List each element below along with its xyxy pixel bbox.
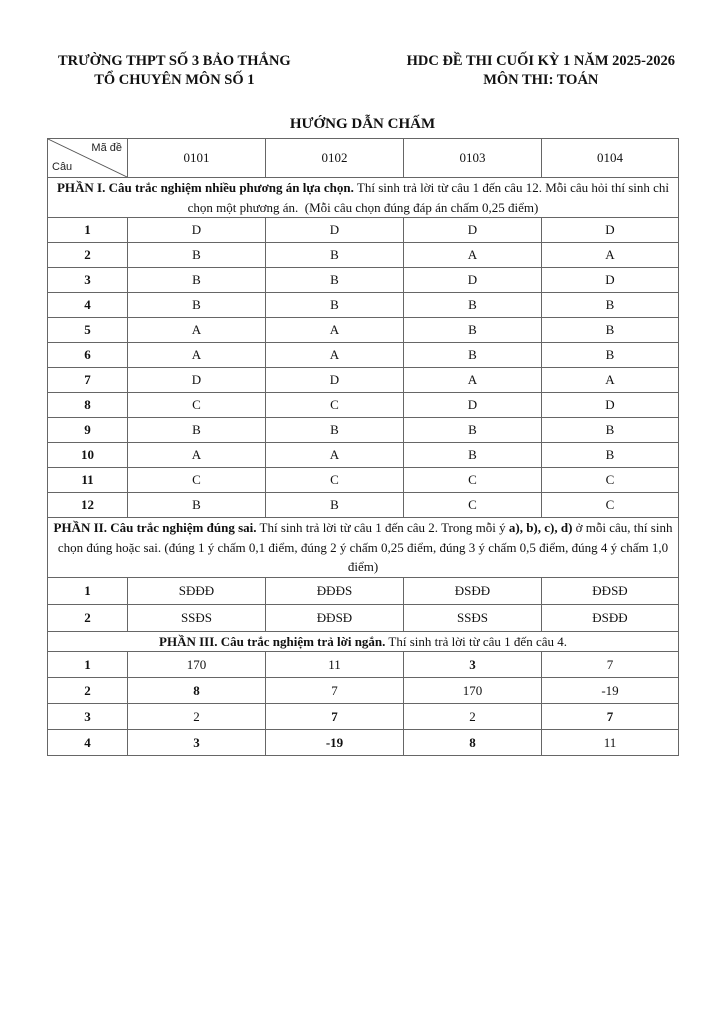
corner-label-cau: Câu [52,161,73,174]
exam-header [407,52,675,89]
answer-cell: A [128,443,266,468]
part1-row [48,393,679,418]
answer-cell: C [128,393,266,418]
answer-cell: -19 [542,678,679,704]
answer-cell: A [542,368,679,393]
part1-row [48,218,679,243]
question-number-cell: 3 [48,268,128,293]
answer-cell: D [404,218,542,243]
question-number-cell: 3 [48,704,128,730]
answer-cell: A [266,443,404,468]
answer-cell: B [128,418,266,443]
question-number-cell: 4 [48,293,128,318]
answer-cell: 11 [542,730,679,756]
answer-cell: A [266,318,404,343]
answer-cell: SSĐS [128,604,266,631]
answer-cell: ĐĐSĐ [542,577,679,604]
answer-cell: B [542,343,679,368]
part2-heading [48,518,679,578]
answer-cell: B [404,443,542,468]
answer-cell: B [404,343,542,368]
question-number-cell: 2 [48,243,128,268]
answer-cell: SSĐS [404,604,542,631]
answer-cell: 2 [128,704,266,730]
department-name: TỔ CHUYÊN MÔN SỐ 1 [94,71,255,88]
answer-key-table [47,138,679,756]
answer-cell: C [266,468,404,493]
answer-cell: -19 [266,730,404,756]
answer-cell: ĐĐSĐ [266,604,404,631]
part1-heading-row [48,178,679,218]
answer-cell: D [128,368,266,393]
answer-cell: C [542,493,679,518]
part1-row [48,443,679,468]
answer-cell: B [542,418,679,443]
answer-cell: B [542,443,679,468]
part2-row [48,577,679,604]
answer-cell: 7 [542,704,679,730]
part1-row [48,343,679,368]
question-number-cell: 8 [48,393,128,418]
answer-cell: C [266,393,404,418]
question-number-cell: 7 [48,368,128,393]
answer-cell: B [266,293,404,318]
answer-cell: B [128,493,266,518]
part2-heading-row [48,518,679,578]
answer-cell: D [266,218,404,243]
answer-cell: A [542,243,679,268]
answer-cell: B [404,318,542,343]
answer-cell: D [404,393,542,418]
question-number-cell: 1 [48,218,128,243]
question-number-cell: 6 [48,343,128,368]
question-number-cell: 12 [48,493,128,518]
code-column-header: 0103 [404,139,542,178]
answer-cell: B [266,268,404,293]
question-number-cell: 2 [48,678,128,704]
answer-cell: D [404,268,542,293]
answer-cell: 7 [542,652,679,678]
part1-row [48,243,679,268]
heading-segment: PHẦN II. Câu trắc nghiệm đúng sai. [53,520,257,536]
answer-cell: B [128,243,266,268]
answer-cell: B [128,293,266,318]
question-number-cell: 10 [48,443,128,468]
heading-segment: ở mỗi câu, thí sinh chọn đúng hoặc sai. (đúng 1 ý chấm 0,1 điểm, đúng 2 ý chấm 0,25 điểm, đúng 3 ý chấm 0,5 điểm, đúng 4 ý chấm 1,0 điểm) [57,520,673,575]
answer-cell: C [128,468,266,493]
heading-segment: Thí sinh trả lời từ câu 1 đến câu 12. Mỗi câu hỏi thí sinh chỉ chọn một phương án. (Mỗi câu chọn đúng đáp án chấm 0,25 điểm) [187,180,670,215]
answer-cell: A [128,318,266,343]
school-name: TRƯỜNG THPT SỐ 3 BẢO THẮNG [58,53,291,69]
answer-cell: 8 [404,730,542,756]
exam-title: HDC ĐỀ THI CUỐI KỲ 1 NĂM 2025-2026 [406,53,675,69]
answer-cell: 3 [404,652,542,678]
answer-cell: A [128,343,266,368]
answer-cell: B [266,493,404,518]
code-column-header: 0102 [266,139,404,178]
answer-cell: 170 [404,678,542,704]
answer-cell: 7 [266,678,404,704]
question-number-cell: 4 [48,730,128,756]
part1-row [48,318,679,343]
answer-cell: C [404,468,542,493]
part1-row [48,468,679,493]
answer-cell: B [542,318,679,343]
question-number-cell: 11 [48,468,128,493]
answer-cell: ĐĐĐS [266,577,404,604]
answer-cell: 170 [128,652,266,678]
heading-segment: Thí sinh trả lời từ câu 1 đến câu 2. Trong mỗi ý [256,520,509,536]
answer-cell: 2 [404,704,542,730]
heading-segment: Thí sinh trả lời từ câu 1 đến câu 4. [385,633,567,649]
question-number-cell: 9 [48,418,128,443]
part1-row [48,268,679,293]
answer-cell: 3 [128,730,266,756]
question-number-cell: 2 [48,604,128,631]
code-column-header: 0104 [542,139,679,178]
corner-label-ma-de: Mã đề [91,142,122,155]
answer-cell: D [266,368,404,393]
part3-heading [48,631,679,652]
heading-segment: PHẦN I. Câu trắc nghiệm nhiều phương án lựa chọn. [56,180,354,196]
answer-cell: B [128,268,266,293]
answer-cell: 8 [128,678,266,704]
question-number-cell: 1 [48,577,128,604]
question-number-cell: 5 [48,318,128,343]
part3-heading-row [48,631,679,652]
answer-cell: ĐSĐĐ [542,604,679,631]
answer-cell: 11 [266,652,404,678]
page-title: HƯỚNG DẪN CHẤM [289,116,436,133]
code-column-header: 0101 [128,139,266,178]
answer-cell: B [404,418,542,443]
answer-cell: D [128,218,266,243]
answer-cell: C [404,493,542,518]
answer-cell: ĐSĐĐ [404,577,542,604]
answer-cell: B [266,418,404,443]
part1-heading [48,178,679,218]
answer-cell: D [542,393,679,418]
answer-cell: 7 [266,704,404,730]
part1-row [48,493,679,518]
exam-subject: MÔN THI: TOÁN [483,71,599,88]
answer-cell: B [266,243,404,268]
table-header-row [48,139,679,178]
part3-row [48,730,679,756]
answer-cell: A [404,243,542,268]
part1-row [48,368,679,393]
part3-row [48,704,679,730]
answer-cell: B [404,293,542,318]
part2-row [48,604,679,631]
heading-segment: a), b), c), d) [508,520,573,536]
heading-segment: PHẦN III. Câu trắc nghiệm trả lời ngắn. [159,633,386,649]
answer-cell: A [266,343,404,368]
part1-row [48,418,679,443]
question-number-cell: 1 [48,652,128,678]
answer-cell: B [542,293,679,318]
school-header [58,52,291,89]
part1-row [48,293,679,318]
answer-cell: D [542,218,679,243]
part3-row [48,652,679,678]
corner-cell [48,139,128,178]
document-header [0,0,725,89]
answer-cell: A [404,368,542,393]
answer-cell: SĐĐĐ [128,577,266,604]
answer-cell: C [542,468,679,493]
answer-cell: D [542,268,679,293]
part3-row [48,678,679,704]
